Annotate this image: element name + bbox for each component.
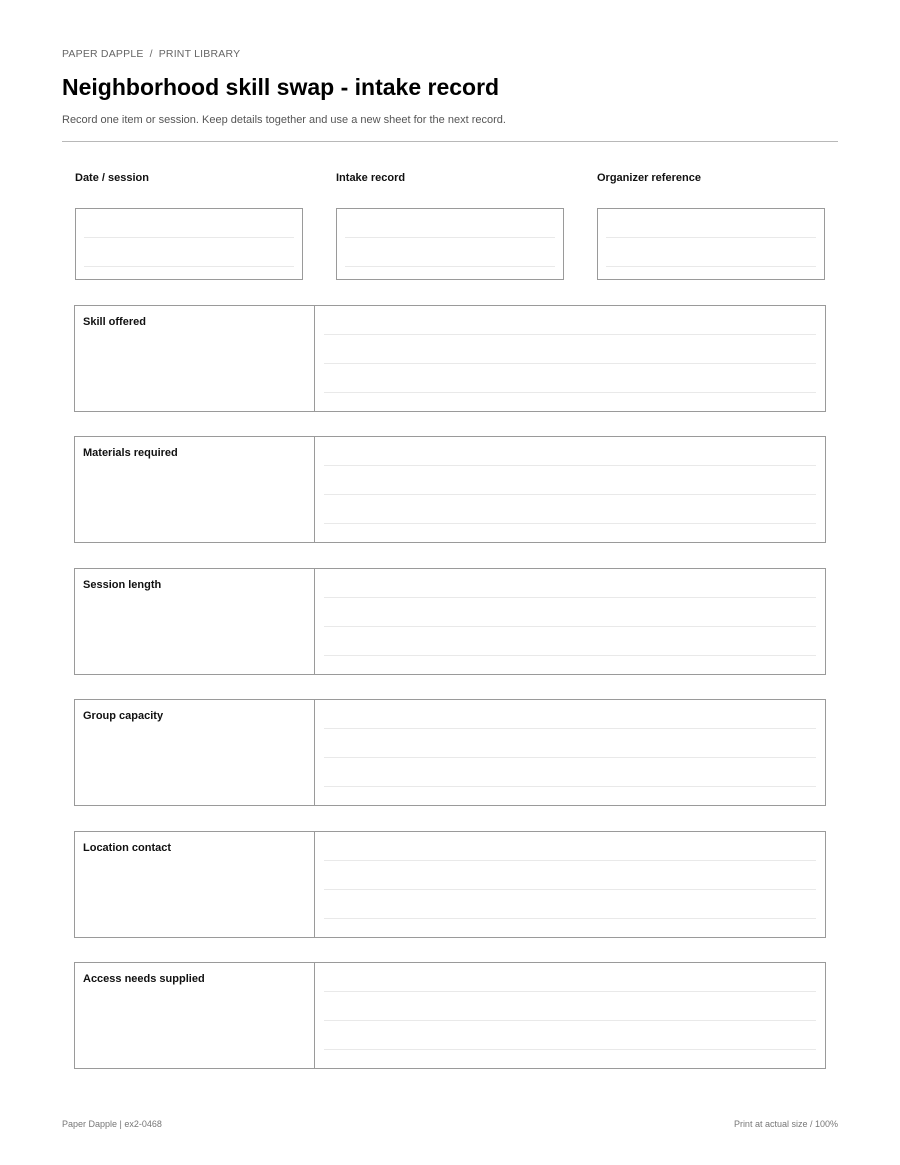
writing-line [324, 1020, 816, 1021]
section-label-cell [75, 306, 315, 411]
writing-line [324, 392, 816, 393]
writing-line [324, 918, 816, 919]
organizer-reference-field[interactable] [597, 208, 825, 280]
writing-line [324, 597, 816, 598]
organizer-reference-label: Organizer reference [597, 172, 701, 184]
section-label-cell [75, 437, 315, 542]
breadcrumb-item-brand: PAPER DAPPLE [62, 48, 144, 60]
writing-line [606, 266, 816, 267]
intake-record-field[interactable] [336, 208, 564, 280]
writing-line [324, 786, 816, 787]
writing-line [324, 728, 816, 729]
skill-offered-field[interactable] [315, 306, 825, 411]
date-session-label: Date / session [75, 172, 149, 184]
section-label-cell [75, 569, 315, 674]
breadcrumb [62, 48, 240, 60]
header-divider [62, 141, 838, 142]
writing-line [324, 1049, 816, 1050]
date-session-field[interactable] [75, 208, 303, 280]
intake-record-label: Intake record [336, 172, 406, 184]
section-label-cell [75, 700, 315, 805]
writing-line [345, 237, 555, 238]
writing-line [324, 334, 816, 335]
access-needs-supplied-field[interactable] [315, 963, 825, 1068]
access-needs-supplied-label: Access needs supplied [83, 973, 205, 985]
page-title: Neighborhood skill swap - intake record [62, 74, 500, 100]
skill-offered-label: Skill offered [83, 316, 146, 328]
footer-document-id: Paper Dapple | ex2-0468 [62, 1119, 162, 1129]
writing-line [345, 266, 555, 267]
group-capacity-label: Group capacity [83, 710, 164, 722]
session-length-label: Session length [83, 579, 162, 591]
section-access-needs-supplied [74, 962, 826, 1069]
writing-line [84, 266, 294, 267]
materials-required-label: Materials required [83, 447, 178, 459]
writing-line [324, 889, 816, 890]
writing-line [324, 494, 816, 495]
breadcrumb-item-library: PRINT LIBRARY [158, 48, 241, 60]
section-session-length [74, 568, 826, 675]
location-contact-label: Location contact [83, 842, 172, 854]
section-label-cell [75, 832, 315, 937]
breadcrumb-separator: / [149, 48, 153, 60]
section-label-cell [75, 963, 315, 1068]
writing-line [324, 626, 816, 627]
writing-line [324, 991, 816, 992]
writing-line [324, 757, 816, 758]
section-location-contact [74, 831, 826, 938]
writing-line [324, 860, 816, 861]
footer-print-note: Print at actual size / 100% [733, 1119, 838, 1129]
section-group-capacity [74, 699, 826, 806]
instructions-text: Record one item or session. Keep details together and use a new sheet for the next record. [62, 114, 506, 126]
writing-line [324, 465, 816, 466]
writing-line [324, 523, 816, 524]
writing-line [324, 363, 816, 364]
writing-line [606, 237, 816, 238]
section-skill-offered [74, 305, 826, 412]
group-capacity-field[interactable] [315, 700, 825, 805]
materials-required-field[interactable] [315, 437, 825, 542]
writing-line [84, 237, 294, 238]
location-contact-field[interactable] [315, 832, 825, 937]
section-materials-required [74, 436, 826, 543]
session-length-field[interactable] [315, 569, 825, 674]
writing-line [324, 655, 816, 656]
